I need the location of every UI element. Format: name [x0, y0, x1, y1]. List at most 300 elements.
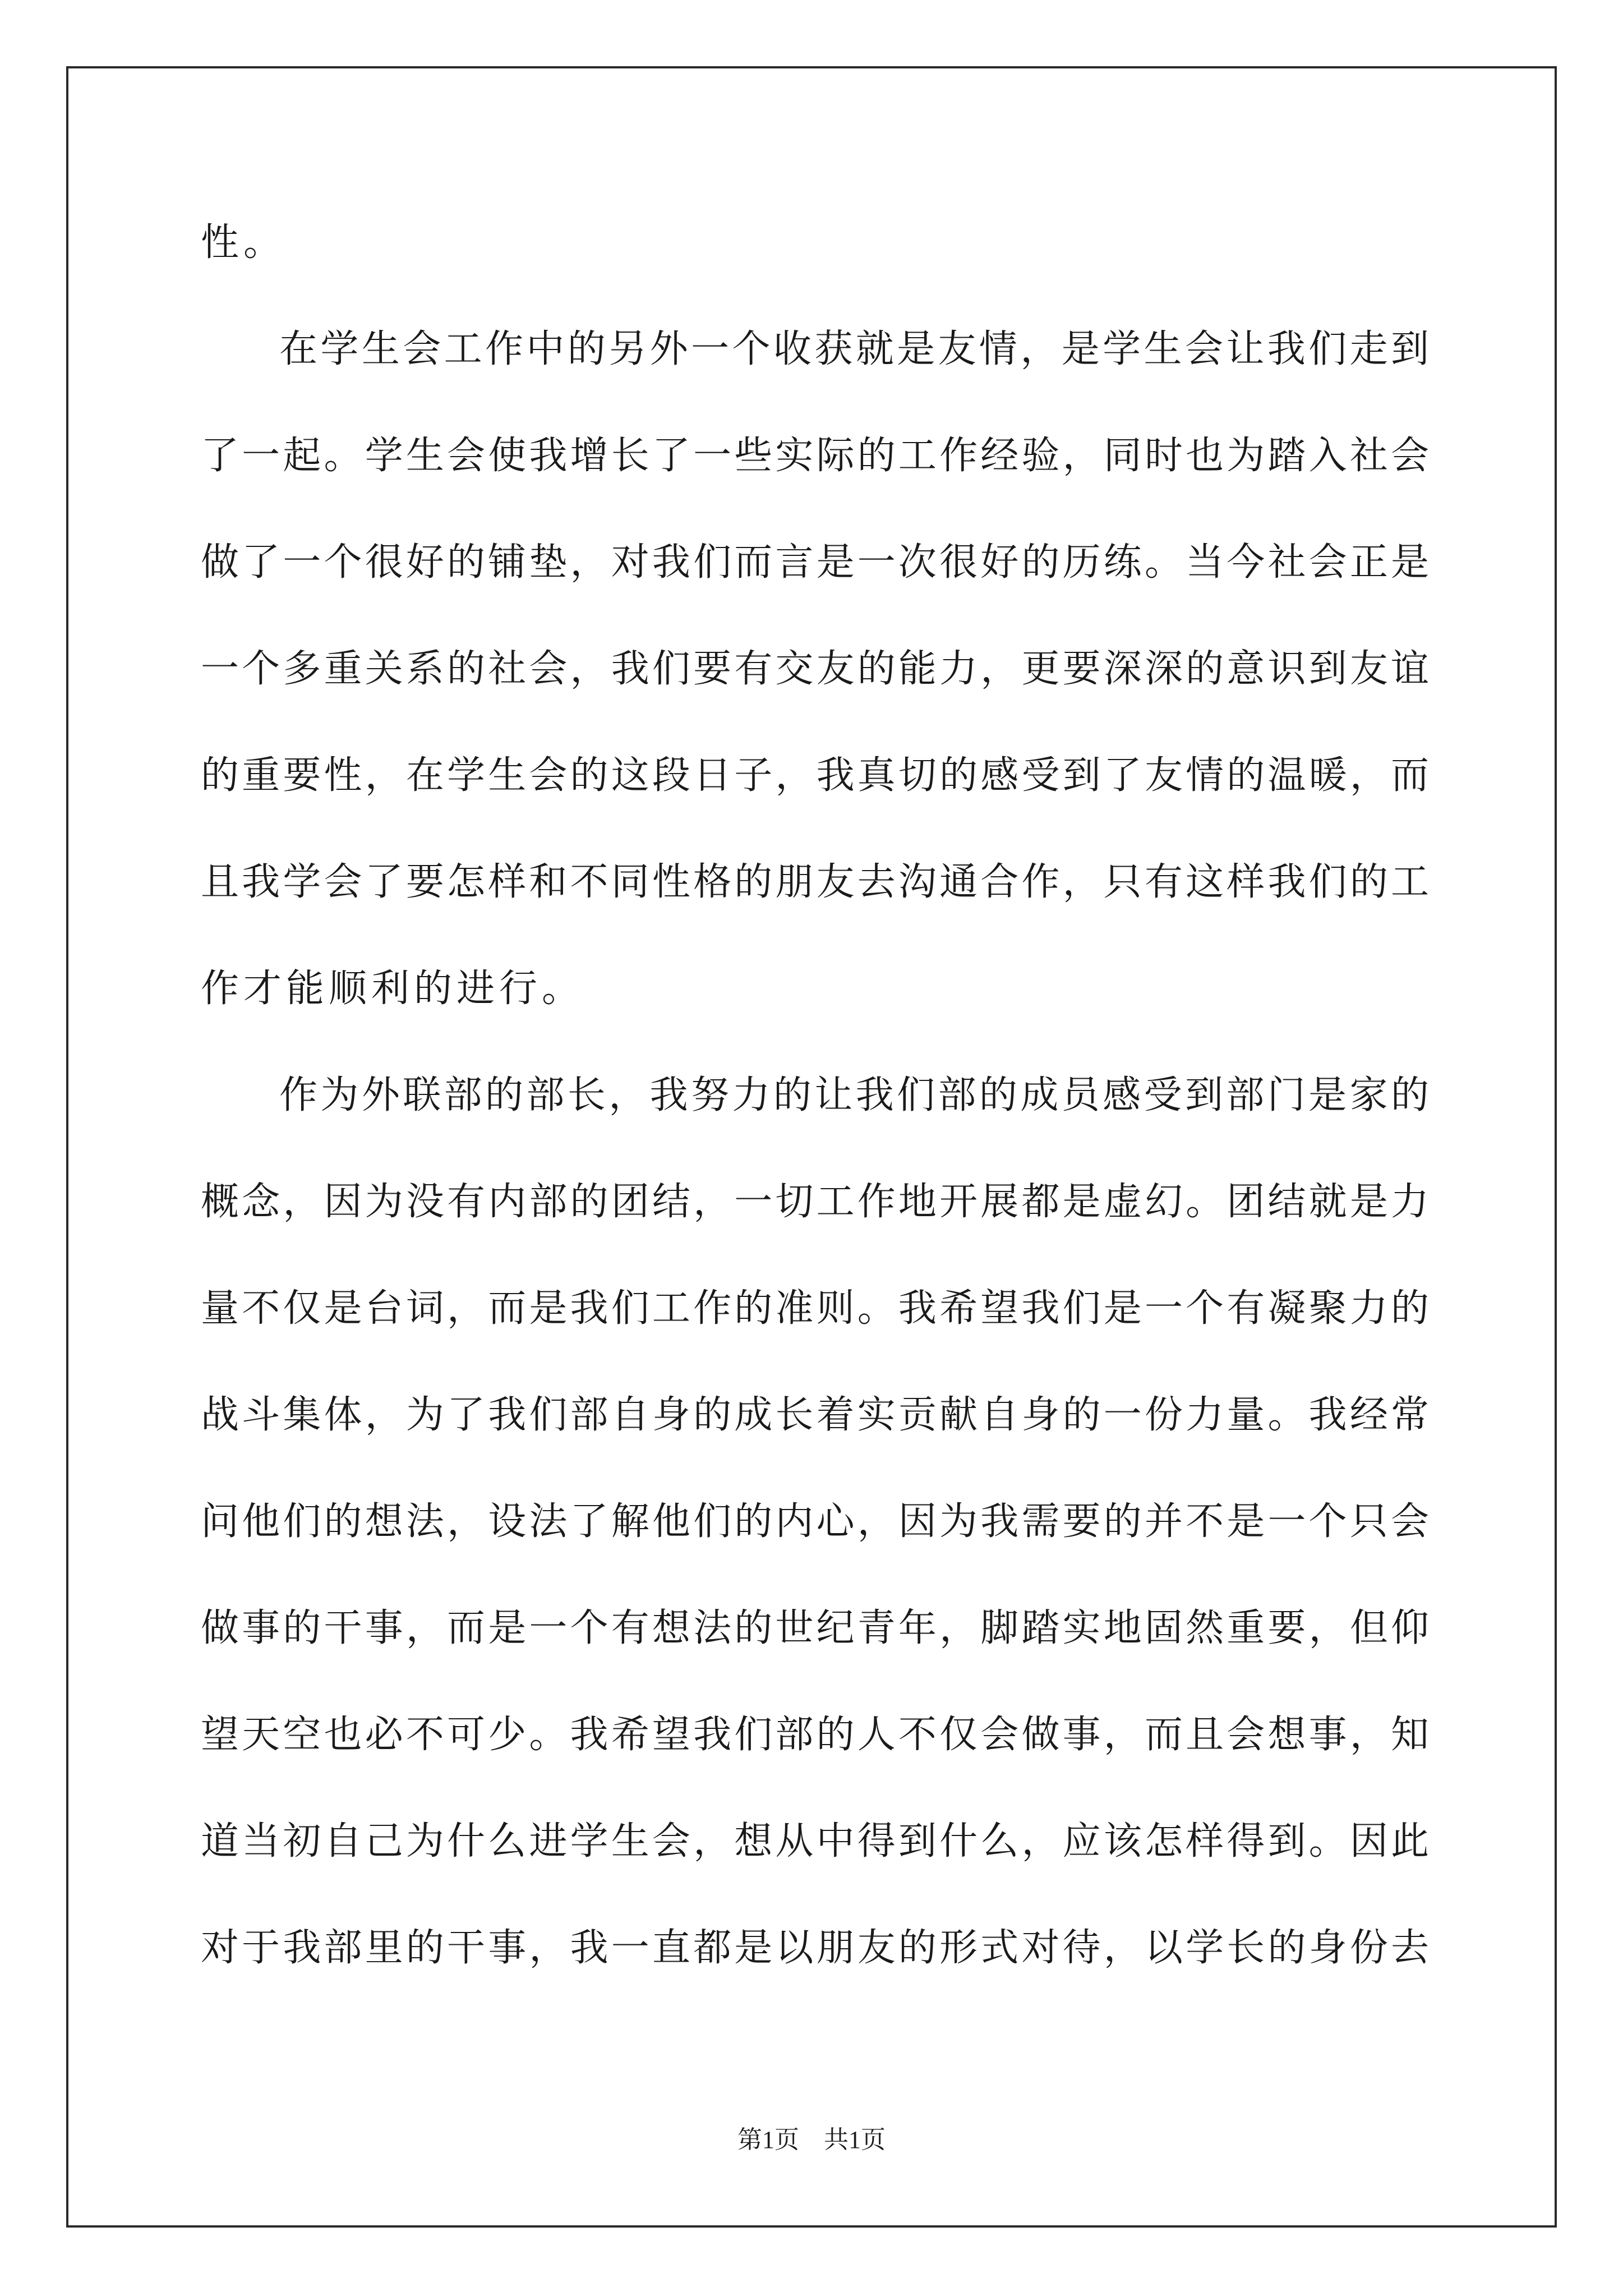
text-glyph: 也: [324, 1713, 362, 1757]
text-glyph: 份: [1349, 1926, 1388, 1970]
text-glyph: 作: [279, 1073, 318, 1117]
text-glyph: 法: [529, 1499, 568, 1544]
text-glyph: 空: [283, 1713, 321, 1757]
text-glyph: ，: [283, 1180, 321, 1224]
text-line: [201, 1065, 1429, 1171]
text-glyph: 朋: [816, 1926, 855, 1970]
text-glyph: 的: [857, 434, 896, 478]
text-glyph: 生: [405, 434, 444, 478]
text-glyph: 门: [1267, 1073, 1306, 1117]
text-glyph: ，: [775, 753, 814, 798]
text-glyph: 想: [365, 1499, 403, 1544]
text-glyph: 们: [1308, 327, 1347, 371]
text-glyph: 怎: [447, 860, 486, 904]
text-glyph: 的: [485, 1073, 524, 1117]
text-glyph: 事: [1062, 1713, 1101, 1757]
text-glyph: 历: [1062, 540, 1101, 585]
text-glyph: 多: [283, 647, 321, 691]
text-glyph: 学: [320, 327, 359, 371]
text-glyph: 的: [447, 647, 486, 691]
text-glyph: 我: [855, 1073, 894, 1117]
text-glyph: 。: [324, 434, 362, 478]
text-glyph: 实: [857, 1393, 896, 1437]
text-glyph: 了: [1103, 753, 1142, 798]
text-glyph: 我: [1308, 1393, 1347, 1437]
text-glyph: ，: [1062, 860, 1101, 904]
text-glyph: 干: [447, 1926, 486, 1970]
text-glyph: 部: [444, 1073, 482, 1117]
text-glyph: 们: [693, 1499, 732, 1544]
text-glyph: 们: [529, 1393, 568, 1437]
text-glyph: ，: [980, 647, 1019, 691]
text-glyph: 为: [405, 1819, 444, 1864]
text-glyph: 的: [1349, 860, 1388, 904]
text-glyph: 仅: [283, 1286, 321, 1331]
text-glyph: 可: [447, 1713, 486, 1757]
text-glyph: 到: [1267, 1819, 1306, 1864]
text-glyph: 为: [939, 1499, 978, 1544]
text-line: 作才能顺利的进行。: [201, 967, 585, 1011]
text-glyph: 的: [1186, 647, 1224, 691]
text-glyph: 对: [201, 1926, 239, 1970]
text-glyph: 但: [1349, 1606, 1388, 1650]
text-glyph: 的: [201, 753, 239, 798]
text-glyph: 好: [405, 540, 444, 585]
text-glyph: 生: [361, 327, 400, 371]
text-glyph: 我: [1021, 1286, 1060, 1331]
text-glyph: 增: [570, 434, 608, 478]
text-glyph: 我: [611, 647, 649, 691]
text-glyph: 垫: [529, 540, 568, 585]
text-glyph: 系: [405, 647, 444, 691]
text-glyph: 很: [365, 540, 403, 585]
text-glyph: 学: [283, 860, 321, 904]
text-glyph: 有: [1227, 1286, 1265, 1331]
text-glyph: 身: [1021, 1393, 1060, 1437]
text-glyph: 战: [201, 1393, 239, 1437]
text-glyph: 工: [816, 1180, 855, 1224]
text-glyph: 望: [201, 1713, 239, 1757]
text-glyph: 个: [324, 540, 362, 585]
text-glyph: 一: [1103, 1393, 1142, 1437]
text-glyph: 些: [734, 434, 773, 478]
text-glyph: 要: [1062, 1499, 1101, 1544]
text-glyph: 一: [1267, 1499, 1306, 1544]
text-glyph: 长: [611, 434, 649, 478]
text-glyph: 工: [444, 327, 482, 371]
text-glyph: 一: [693, 434, 732, 478]
text-glyph: 力: [1390, 1180, 1429, 1224]
text-line: [201, 1384, 1429, 1491]
text-glyph: 力: [939, 647, 978, 691]
text-glyph: 谊: [1390, 647, 1429, 691]
text-glyph: 且: [1186, 1713, 1224, 1757]
text-glyph: 我: [816, 753, 855, 798]
text-glyph: 对: [611, 540, 649, 585]
text-glyph: 脚: [980, 1606, 1019, 1650]
text-glyph: 收: [773, 327, 811, 371]
text-glyph: 中: [816, 1819, 855, 1864]
text-glyph: 经: [1349, 1393, 1388, 1437]
text-glyph: 事: [365, 1606, 403, 1650]
text-glyph: 都: [1021, 1180, 1060, 1224]
text-glyph: 另: [608, 327, 647, 371]
text-glyph: 以: [775, 1926, 814, 1970]
text-glyph: 入: [1308, 434, 1347, 478]
text-glyph: 望: [652, 1713, 690, 1757]
text-glyph: 待: [1062, 1926, 1101, 1970]
text-glyph: 以: [1144, 1926, 1183, 1970]
text-glyph: 朋: [775, 860, 814, 904]
text-glyph: 量: [1227, 1393, 1265, 1437]
text-glyph: 学: [1186, 1926, 1224, 1970]
text-line: [201, 638, 1429, 745]
text-glyph: 凝: [1267, 1286, 1306, 1331]
text-glyph: 量: [201, 1286, 239, 1331]
text-glyph: 一: [1144, 1286, 1183, 1331]
text-glyph: 身: [652, 1393, 690, 1437]
text-glyph: 自: [611, 1393, 649, 1437]
text-glyph: 会: [1390, 434, 1429, 478]
text-glyph: ，: [1349, 753, 1388, 798]
text-glyph: ，: [447, 1499, 486, 1544]
text-glyph: 的: [570, 753, 608, 798]
text-glyph: 工: [652, 1286, 690, 1331]
text-glyph: 就: [855, 327, 894, 371]
text-glyph: 一: [857, 540, 896, 585]
text-glyph: 想: [734, 1819, 773, 1864]
text-glyph: 有: [734, 647, 773, 691]
text-glyph: 去: [857, 860, 896, 904]
text-glyph: 友: [857, 1926, 896, 1970]
text-glyph: 的: [1021, 540, 1060, 585]
text-glyph: 念: [242, 1180, 280, 1224]
text-glyph: 心: [816, 1499, 855, 1544]
text-glyph: 幻: [1144, 1180, 1183, 1224]
text-glyph: 切: [775, 1180, 814, 1224]
text-glyph: 作: [1021, 860, 1060, 904]
text-glyph: 己: [365, 1819, 403, 1864]
text-glyph: 什: [939, 1819, 978, 1864]
text-glyph: 斗: [242, 1393, 280, 1437]
text-glyph: 关: [365, 647, 403, 691]
text-glyph: ，: [939, 1606, 978, 1650]
text-glyph: 部: [529, 1180, 568, 1224]
text-glyph: 我: [1267, 860, 1306, 904]
text-glyph: 是: [816, 540, 855, 585]
text-glyph: 解: [611, 1499, 649, 1544]
text-glyph: 的: [734, 860, 773, 904]
text-glyph: 们: [897, 1073, 935, 1117]
text-glyph: 性: [652, 860, 690, 904]
text-glyph: 到: [1062, 753, 1101, 798]
text-glyph: 因: [898, 1499, 937, 1544]
text-glyph: 世: [775, 1606, 814, 1650]
text-glyph: 必: [365, 1713, 403, 1757]
text-glyph: 个: [732, 327, 771, 371]
text-glyph: 了: [201, 434, 239, 478]
text-glyph: 我: [242, 860, 280, 904]
text-glyph: 会: [1184, 327, 1223, 371]
text-line: [201, 1811, 1429, 1917]
text-glyph: 要: [283, 753, 321, 798]
text-glyph: 部: [938, 1073, 976, 1117]
text-line: [201, 425, 1429, 532]
text-glyph: 不: [1186, 1499, 1224, 1544]
text-glyph: ，: [693, 1180, 732, 1224]
text-glyph: 仅: [939, 1713, 978, 1757]
text-line: [201, 532, 1429, 638]
text-glyph: 且: [201, 860, 239, 904]
text-glyph: 友: [1144, 753, 1183, 798]
text-glyph: 因: [324, 1180, 362, 1224]
text-glyph: 了: [365, 860, 403, 904]
text-glyph: 一: [611, 1926, 649, 1970]
text-glyph: ，: [1020, 327, 1059, 371]
text-glyph: 一: [242, 434, 280, 478]
text-glyph: ，: [1103, 1713, 1142, 1757]
text-glyph: 会: [529, 647, 568, 691]
text-glyph: 么: [488, 1819, 527, 1864]
text-glyph: 仰: [1390, 1606, 1429, 1650]
text-glyph: 是: [324, 1286, 362, 1331]
text-glyph: 长: [1227, 1926, 1265, 1970]
text-glyph: 部: [1226, 1073, 1265, 1117]
text-glyph: 献: [939, 1393, 978, 1437]
text-glyph: 会: [529, 753, 568, 798]
text-glyph: 内: [488, 1180, 527, 1224]
text-glyph: 我: [649, 1073, 688, 1117]
text-glyph: 通: [939, 860, 978, 904]
text-glyph: 温: [1267, 753, 1306, 798]
text-glyph: 。: [529, 1713, 568, 1757]
text-glyph: 了: [242, 540, 280, 585]
text-glyph: ，: [693, 1819, 732, 1864]
text-glyph: 感: [980, 753, 1019, 798]
text-glyph: 法: [405, 1499, 444, 1544]
text-glyph: 。: [1308, 1819, 1347, 1864]
text-glyph: 努: [691, 1073, 730, 1117]
text-glyph: 际: [816, 434, 855, 478]
text-glyph: 么: [980, 1819, 1019, 1864]
text-glyph: 段: [652, 753, 690, 798]
text-glyph: 友: [816, 647, 855, 691]
text-glyph: 从: [775, 1819, 814, 1864]
text-glyph: 踏: [1021, 1606, 1060, 1650]
text-glyph: 部: [570, 1393, 608, 1437]
text-glyph: 工: [1390, 860, 1429, 904]
text-glyph: 则: [816, 1286, 855, 1331]
text-glyph: 友: [816, 860, 855, 904]
text-glyph: 作: [485, 327, 524, 371]
text-glyph: 希: [939, 1286, 978, 1331]
text-glyph: 中: [526, 327, 565, 371]
text-line: [201, 1491, 1429, 1598]
text-glyph: 更: [1021, 647, 1060, 691]
text-glyph: 体: [324, 1393, 362, 1437]
text-glyph: 友: [1349, 647, 1388, 691]
text-glyph: 贡: [898, 1393, 937, 1437]
text-glyph: 我: [570, 1286, 608, 1331]
text-line: [201, 319, 1429, 425]
text-line: 性。: [201, 220, 287, 265]
text-glyph: 想: [652, 1606, 690, 1650]
text-glyph: 同: [1103, 434, 1142, 478]
text-glyph: 感: [1103, 1073, 1141, 1117]
text-glyph: 的: [1062, 1393, 1101, 1437]
text-glyph: 会: [1390, 1499, 1429, 1544]
text-glyph: 样: [488, 860, 527, 904]
text-glyph: 道: [201, 1819, 239, 1864]
text-glyph: 家: [1349, 1073, 1388, 1117]
text-glyph: 青: [857, 1606, 896, 1650]
text-line: [201, 1917, 1429, 2024]
text-glyph: 是: [1390, 540, 1429, 585]
text-glyph: 重: [324, 647, 362, 691]
text-glyph: 为: [405, 1393, 444, 1437]
text-glyph: 一: [691, 327, 730, 371]
text-glyph: 社: [1267, 540, 1306, 585]
text-glyph: 对: [1021, 1926, 1060, 1970]
text-line: [201, 1704, 1429, 1811]
text-glyph: 要: [1062, 647, 1101, 691]
text-glyph: 会: [980, 1713, 1019, 1757]
text-glyph: 们: [652, 647, 690, 691]
text-glyph: 什: [447, 1819, 486, 1864]
text-glyph: 纪: [816, 1606, 855, 1650]
text-glyph: 的: [1103, 1499, 1142, 1544]
text-glyph: 的: [447, 540, 486, 585]
text-glyph: ，: [1103, 1926, 1142, 1970]
text-glyph: 受: [1144, 1073, 1182, 1117]
text-glyph: 子: [734, 753, 773, 798]
text-glyph: 起: [283, 434, 321, 478]
text-glyph: 是: [897, 327, 935, 371]
text-glyph: 是: [529, 1286, 568, 1331]
text-glyph: 的: [979, 1073, 1017, 1117]
text-glyph: 因: [1349, 1819, 1388, 1864]
text-glyph: 天: [242, 1713, 280, 1757]
text-glyph: 好: [980, 540, 1019, 585]
text-glyph: ，: [570, 647, 608, 691]
text-glyph: 个: [1186, 1286, 1224, 1331]
text-glyph: 于: [242, 1926, 280, 1970]
text-glyph: 事: [488, 1926, 527, 1970]
text-glyph: 然: [1186, 1606, 1224, 1650]
text-glyph: ，: [365, 1393, 403, 1437]
text-glyph: 他: [652, 1499, 690, 1544]
text-glyph: 个: [1308, 1499, 1347, 1544]
text-glyph: 聚: [1308, 1286, 1347, 1331]
text-glyph: 台: [365, 1286, 403, 1331]
text-glyph: 是: [1103, 1286, 1142, 1331]
text-glyph: 成: [1020, 1073, 1059, 1117]
text-glyph: 有: [611, 1606, 649, 1650]
text-glyph: 部: [526, 1073, 565, 1117]
text-glyph: 作: [693, 1286, 732, 1331]
text-glyph: 实: [775, 434, 814, 478]
text-glyph: 结: [652, 1180, 690, 1224]
text-glyph: 地: [1103, 1606, 1142, 1650]
text-glyph: 暖: [1308, 753, 1347, 798]
text-glyph: 为: [365, 1180, 403, 1224]
text-line: [201, 1171, 1429, 1278]
text-glyph: 会: [324, 860, 362, 904]
text-glyph: 作: [857, 1180, 896, 1224]
text-glyph: 社: [1349, 434, 1388, 478]
page-number: 第1页 共1页: [737, 2126, 886, 2154]
text-glyph: 深: [1103, 647, 1142, 691]
text-glyph: 踏: [1267, 434, 1306, 478]
text-glyph: 需: [1021, 1499, 1060, 1544]
text-glyph: 的: [570, 1180, 608, 1224]
text-glyph: 会: [1308, 540, 1347, 585]
text-glyph: 该: [1103, 1819, 1142, 1864]
text-glyph: 的: [693, 1393, 732, 1437]
text-glyph: 练: [1103, 540, 1142, 585]
text-glyph: 法: [693, 1606, 732, 1650]
text-glyph: 的: [567, 327, 606, 371]
text-glyph: 社: [488, 647, 527, 691]
text-glyph: 长: [567, 1073, 606, 1117]
text-glyph: 概: [201, 1180, 239, 1224]
text-glyph: 们: [1308, 860, 1347, 904]
text-glyph: 这: [1186, 860, 1224, 904]
text-glyph: 内: [775, 1499, 814, 1544]
text-glyph: 外: [361, 1073, 400, 1117]
text-glyph: 部: [324, 1926, 362, 1970]
document-body: [201, 212, 1429, 2024]
text-glyph: 应: [1062, 1819, 1101, 1864]
text-glyph: 作: [939, 434, 978, 478]
text-glyph: 我: [488, 1393, 527, 1437]
text-glyph: ，: [1308, 1606, 1347, 1650]
text-glyph: 只: [1349, 1499, 1388, 1544]
text-glyph: 要: [1267, 1606, 1306, 1650]
text-glyph: 不: [405, 1713, 444, 1757]
text-glyph: 会: [447, 434, 486, 478]
text-glyph: 固: [1144, 1606, 1183, 1650]
text-glyph: 初: [283, 1819, 321, 1864]
text-glyph: 是: [1061, 327, 1100, 371]
text-glyph: 团: [1227, 1180, 1265, 1224]
text-glyph: ，: [570, 540, 608, 585]
text-glyph: 怎: [1144, 1819, 1183, 1864]
text-glyph: 我: [1267, 327, 1306, 371]
text-glyph: 只: [1103, 860, 1142, 904]
text-glyph: 识: [1267, 647, 1306, 691]
text-glyph: 验: [1021, 434, 1060, 478]
text-glyph: 的: [1390, 1073, 1429, 1117]
text-glyph: 人: [857, 1713, 896, 1757]
text-glyph: 身: [1308, 1926, 1347, 1970]
text-glyph: 情: [979, 327, 1017, 371]
text-glyph: 而: [488, 1286, 527, 1331]
text-glyph: 知: [1390, 1713, 1429, 1757]
text-glyph: 工: [898, 434, 937, 478]
text-glyph: 做: [1021, 1713, 1060, 1757]
text-glyph: 我: [693, 1713, 732, 1757]
text-glyph: 进: [529, 1819, 568, 1864]
text-glyph: 今: [1227, 540, 1265, 585]
text-glyph: 们: [734, 1713, 773, 1757]
text-glyph: 的: [283, 1606, 321, 1650]
text-glyph: 。: [1267, 1393, 1306, 1437]
text-glyph: 深: [1144, 647, 1183, 691]
text-glyph: 情: [1186, 753, 1224, 798]
text-glyph: 就: [1308, 1180, 1347, 1224]
text-glyph: ，: [608, 1073, 647, 1117]
